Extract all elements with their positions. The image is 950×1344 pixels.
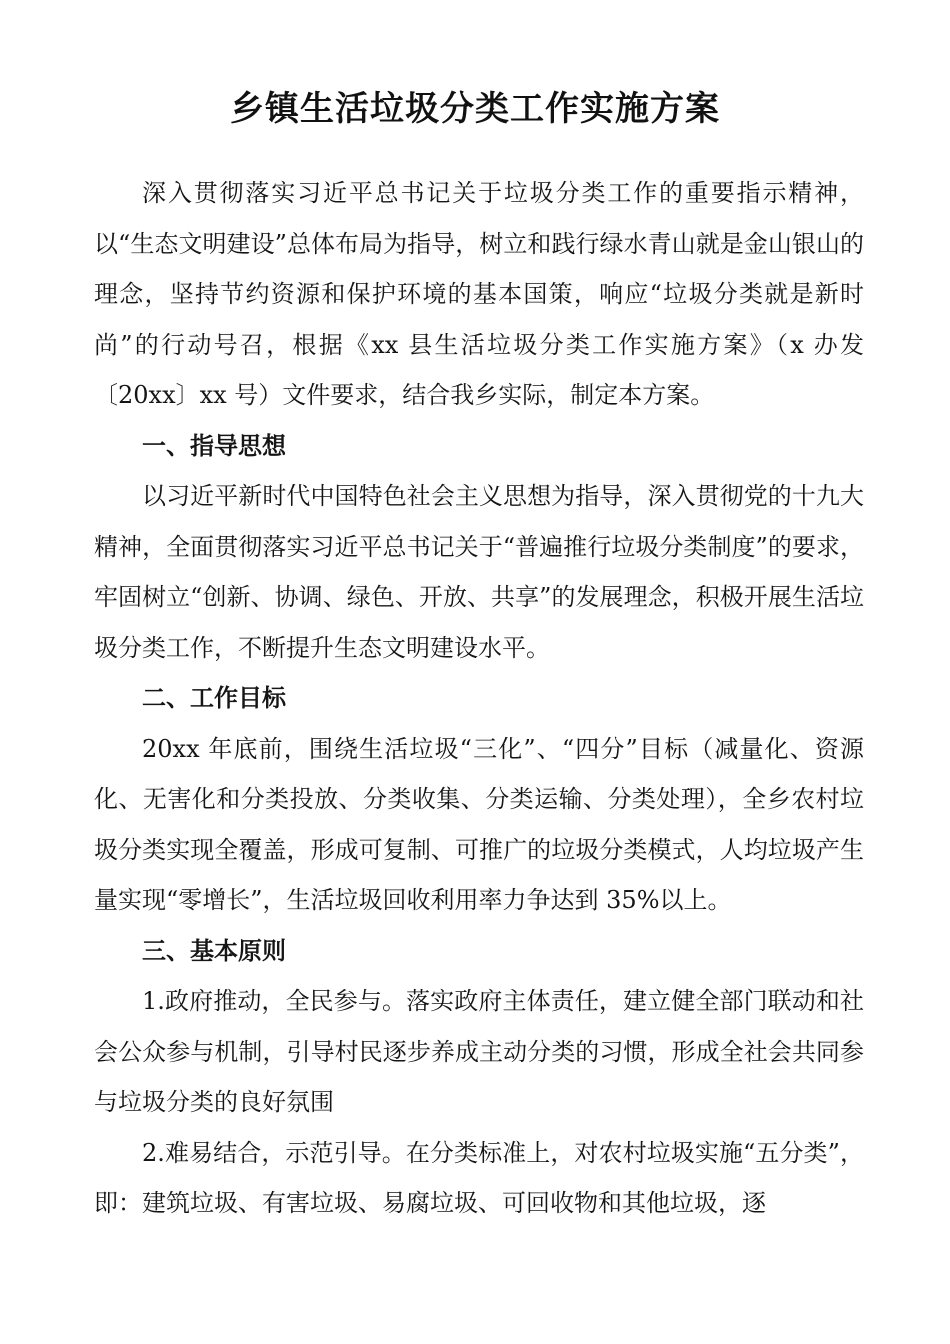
- work-goals-paragraph: 20xx 年底前，围绕生活垃圾“三化”、“四分”目标（减量化、资源化、无害化和分类投放、分类收集、分类运输、分类处理），全乡农村垃圾分类实现全覆盖，形成可复制、可推广的垃圾分类模式，人均垃圾产生量实现“零增长”，生活垃圾回收利用率力争达到 35%以上。: [94, 734, 864, 914]
- section-heading-work-goals: 二、工作目标: [142, 684, 286, 712]
- guiding-ideology-paragraph: 以习近平新时代中国特色社会主义思想为指导，深入贯彻党的十九大精神，全面贯彻落实习近平总书记关于“普遍推行垃圾分类制度”的要求，牢固树立“创新、协调、绿色、开放、共享”的发展理念，积极开展生活垃圾分类工作，不断提升生态文明建设水平。: [94, 482, 864, 662]
- principle-1-paragraph: 1.政府推动，全民参与。落实政府主体责任，建立健全部门联动和社会公众参与机制，引导村民逐步养成主动分类的习惯，形成全社会共同参与垃圾分类的良好氛围: [94, 987, 864, 1116]
- intro-paragraph: 深入贯彻落实习近平总书记关于垃圾分类工作的重要指示精神，以“生态文明建设”总体布局为指导，树立和践行绿水青山就是金山银山的理念，坚持节约资源和保护环境的基本国策，响应“垃圾分类就是新时尚”的行动号召，根据《xx 县生活垃圾分类工作实施方案》（x 办发〔20xx〕xx 号）文件要求，结合我乡实际，制定本方案。: [94, 179, 864, 409]
- section-heading-guiding-ideology: 一、指导思想: [142, 431, 286, 460]
- principle-2-paragraph: 2.难易结合，示范引导。在分类标准上，对农村垃圾实施“五分类”，即：建筑垃圾、有害垃圾、易腐垃圾、可回收物和其他垃圾，逐: [94, 1138, 864, 1217]
- document-body: [94, 168, 864, 1229]
- document-title: 乡镇生活垃圾分类工作实施方案: [230, 89, 720, 129]
- section-heading-basic-principles: 三、基本原则: [142, 936, 286, 965]
